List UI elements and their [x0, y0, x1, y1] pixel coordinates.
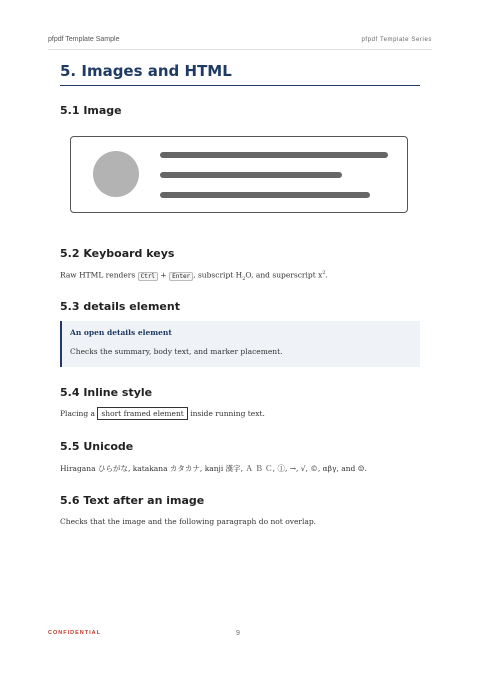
- header-divider: [48, 49, 432, 50]
- after-image-heading: 5.6 Text after an image: [60, 494, 205, 507]
- inline-style-paragraph: [60, 409, 265, 418]
- section-title: 5. Images and HTML: [60, 62, 232, 80]
- kbd-ctrl: Ctrl: [138, 272, 158, 281]
- framed-element: short framed element: [97, 407, 187, 420]
- image-line-2: [160, 172, 342, 178]
- section-title-underline: [60, 85, 420, 86]
- details-box[interactable]: [60, 321, 420, 367]
- unicode-heading: 5.5 Unicode: [60, 440, 134, 453]
- page-number: 9: [236, 630, 240, 637]
- kbd-enter: Enter: [169, 272, 193, 281]
- inline-text-after: inside running text.: [187, 409, 265, 418]
- image-avatar-circle: [93, 151, 139, 197]
- keyboard-text-before: Raw HTML renders: [60, 270, 138, 280]
- keyboard-text-mid: , subscript H: [193, 270, 243, 280]
- after-image-paragraph: Checks that the image and the following paragraph do not overlap.: [60, 517, 317, 526]
- inline-text-before: Placing a: [60, 409, 98, 418]
- page-header-right: pfpdf Template Series: [361, 37, 432, 43]
- keyboard-plus: +: [158, 270, 170, 280]
- keyboard-heading: 5.2 Keyboard keys: [60, 247, 175, 260]
- inline-style-heading: 5.4 Inline style: [60, 386, 153, 399]
- details-body: Checks the summary, body text, and marker placement.: [70, 347, 283, 356]
- unicode-paragraph: Hiragana ひらがな, katakana カタカナ, kanji 漢字, Ａ Ｂ Ｃ, ①, →, √, ©, αβγ, and ☺.: [60, 464, 367, 473]
- image-line-3: [160, 192, 370, 198]
- image-line-1: [160, 152, 388, 158]
- page-header-left: pfpdf Template Sample: [48, 36, 120, 43]
- details-summary[interactable]: An open details element: [70, 328, 172, 337]
- subscript-2: 2: [242, 276, 246, 282]
- image-heading: 5.1 Image: [60, 104, 122, 117]
- details-heading: 5.3 details element: [60, 300, 180, 313]
- keyboard-text-end: .: [325, 270, 328, 280]
- keyboard-paragraph: [60, 270, 328, 282]
- image-placeholder: [70, 136, 408, 213]
- confidential-label: CONFIDENTIAL: [48, 630, 101, 636]
- keyboard-text-mid2: O, and superscript x: [245, 270, 323, 280]
- superscript-2: 2: [322, 270, 326, 276]
